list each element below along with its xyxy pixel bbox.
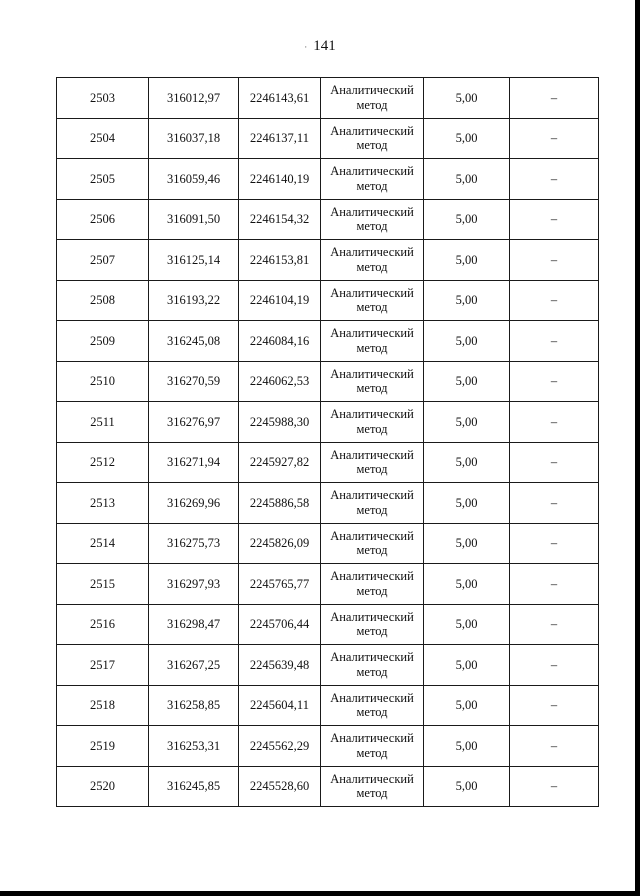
accuracy-cell: 5,00 — [424, 442, 510, 483]
coordinate-y-cell: 2246143,61 — [239, 78, 321, 119]
method-line-1: Аналитический — [330, 285, 414, 300]
method-line-2: метод — [356, 543, 388, 558]
point-number-cell: 2504 — [57, 118, 149, 159]
method-line-1: Аналитический — [330, 609, 414, 624]
page-number — [0, 38, 640, 55]
table-row — [57, 159, 599, 200]
method-line-2: метод — [356, 219, 388, 234]
method-line-1: Аналитический — [330, 123, 414, 138]
point-number-cell: 2514 — [57, 523, 149, 564]
point-number-cell: 2516 — [57, 604, 149, 645]
coordinate-x-cell: 316275,73 — [149, 523, 239, 564]
method-line-1: Аналитический — [330, 528, 414, 543]
table-row — [57, 402, 599, 443]
coordinate-x-cell: 316012,97 — [149, 78, 239, 119]
method-line-2: метод — [356, 138, 388, 153]
coordinate-x-cell: 316125,14 — [149, 240, 239, 281]
method-cell — [321, 199, 424, 240]
note-cell: – — [510, 766, 599, 807]
accuracy-cell: 5,00 — [424, 685, 510, 726]
method-line-1: Аналитический — [330, 771, 414, 786]
table-row — [57, 442, 599, 483]
coordinate-y-cell: 2246137,11 — [239, 118, 321, 159]
accuracy-cell: 5,00 — [424, 280, 510, 321]
note-cell: – — [510, 523, 599, 564]
method-cell — [321, 321, 424, 362]
coordinate-x-cell: 316276,97 — [149, 402, 239, 443]
note-cell: – — [510, 483, 599, 524]
accuracy-cell: 5,00 — [424, 402, 510, 443]
table-row — [57, 118, 599, 159]
table-row — [57, 483, 599, 524]
table-row — [57, 685, 599, 726]
scan-speck: · — [304, 42, 308, 52]
coordinate-x-cell: 316253,31 — [149, 726, 239, 767]
point-number-cell: 2517 — [57, 645, 149, 686]
coordinate-x-cell: 316245,85 — [149, 766, 239, 807]
coordinate-y-cell: 2245639,48 — [239, 645, 321, 686]
method-cell — [321, 361, 424, 402]
point-number-cell: 2508 — [57, 280, 149, 321]
coordinate-x-cell: 316245,08 — [149, 321, 239, 362]
page-number-text: 141 — [313, 38, 336, 54]
method-line-1: Аналитический — [330, 245, 414, 260]
coordinate-x-cell: 316298,47 — [149, 604, 239, 645]
coordinate-y-cell: 2245826,09 — [239, 523, 321, 564]
coordinate-y-cell: 2245528,60 — [239, 766, 321, 807]
note-cell: – — [510, 685, 599, 726]
table-row — [57, 280, 599, 321]
coordinate-x-cell: 316267,25 — [149, 645, 239, 686]
method-line-1: Аналитический — [330, 488, 414, 503]
coordinate-y-cell: 2246154,32 — [239, 199, 321, 240]
coordinate-y-cell: 2246084,16 — [239, 321, 321, 362]
method-line-1: Аналитический — [330, 447, 414, 462]
method-line-1: Аналитический — [330, 731, 414, 746]
point-number-cell: 2515 — [57, 564, 149, 605]
note-cell: – — [510, 78, 599, 119]
method-line-1: Аналитический — [330, 326, 414, 341]
table-row — [57, 523, 599, 564]
method-cell — [321, 523, 424, 564]
coordinate-x-cell: 316059,46 — [149, 159, 239, 200]
coordinate-y-cell: 2245562,29 — [239, 726, 321, 767]
method-cell — [321, 645, 424, 686]
coordinate-x-cell: 316037,18 — [149, 118, 239, 159]
note-cell: – — [510, 159, 599, 200]
method-cell — [321, 402, 424, 443]
point-number-cell: 2503 — [57, 78, 149, 119]
method-cell — [321, 766, 424, 807]
method-cell — [321, 726, 424, 767]
coordinate-y-cell: 2246140,19 — [239, 159, 321, 200]
method-cell — [321, 604, 424, 645]
table-row — [57, 564, 599, 605]
note-cell: – — [510, 199, 599, 240]
accuracy-cell: 5,00 — [424, 564, 510, 605]
method-line-1: Аналитический — [330, 366, 414, 381]
note-cell: – — [510, 118, 599, 159]
table-row — [57, 766, 599, 807]
point-number-cell: 2510 — [57, 361, 149, 402]
method-cell — [321, 78, 424, 119]
scan-border-bottom — [0, 891, 640, 896]
coordinate-x-cell: 316193,22 — [149, 280, 239, 321]
accuracy-cell: 5,00 — [424, 321, 510, 362]
accuracy-cell: 5,00 — [424, 118, 510, 159]
coordinate-y-cell: 2245604,11 — [239, 685, 321, 726]
coordinates-table — [56, 77, 599, 807]
point-number-cell: 2519 — [57, 726, 149, 767]
method-line-2: метод — [356, 664, 388, 679]
note-cell: – — [510, 564, 599, 605]
method-line-1: Аналитический — [330, 204, 414, 219]
method-cell — [321, 442, 424, 483]
note-cell: – — [510, 442, 599, 483]
method-line-2: метод — [356, 300, 388, 315]
method-line-1: Аналитический — [330, 407, 414, 422]
point-number-cell: 2511 — [57, 402, 149, 443]
coordinate-x-cell: 316270,59 — [149, 361, 239, 402]
method-line-2: метод — [356, 745, 388, 760]
note-cell: – — [510, 726, 599, 767]
note-cell: – — [510, 240, 599, 281]
coordinate-y-cell: 2246062,53 — [239, 361, 321, 402]
method-line-2: метод — [356, 583, 388, 598]
point-number-cell: 2509 — [57, 321, 149, 362]
method-line-2: метод — [356, 786, 388, 801]
coordinate-y-cell: 2245886,58 — [239, 483, 321, 524]
table-row — [57, 321, 599, 362]
coordinate-y-cell: 2246104,19 — [239, 280, 321, 321]
coordinate-y-cell: 2245706,44 — [239, 604, 321, 645]
method-line-2: метод — [356, 97, 388, 112]
method-line-2: метод — [356, 340, 388, 355]
note-cell: – — [510, 402, 599, 443]
coordinate-x-cell: 316269,96 — [149, 483, 239, 524]
note-cell: – — [510, 604, 599, 645]
point-number-cell: 2507 — [57, 240, 149, 281]
method-cell — [321, 564, 424, 605]
method-line-2: метод — [356, 178, 388, 193]
table-row — [57, 604, 599, 645]
coordinate-y-cell: 2245765,77 — [239, 564, 321, 605]
method-line-2: метод — [356, 381, 388, 396]
point-number-cell: 2512 — [57, 442, 149, 483]
method-line-2: метод — [356, 462, 388, 477]
note-cell: – — [510, 321, 599, 362]
accuracy-cell: 5,00 — [424, 159, 510, 200]
method-line-1: Аналитический — [330, 83, 414, 98]
coordinate-x-cell: 316271,94 — [149, 442, 239, 483]
table-row — [57, 361, 599, 402]
method-line-2: метод — [356, 624, 388, 639]
coordinate-y-cell: 2246153,81 — [239, 240, 321, 281]
accuracy-cell: 5,00 — [424, 361, 510, 402]
method-line-2: метод — [356, 502, 388, 517]
point-number-cell: 2506 — [57, 199, 149, 240]
accuracy-cell: 5,00 — [424, 199, 510, 240]
coordinate-y-cell: 2245927,82 — [239, 442, 321, 483]
note-cell: – — [510, 361, 599, 402]
method-cell — [321, 483, 424, 524]
coordinate-x-cell: 316297,93 — [149, 564, 239, 605]
method-line-1: Аналитический — [330, 569, 414, 584]
table-row — [57, 78, 599, 119]
point-number-cell: 2513 — [57, 483, 149, 524]
accuracy-cell: 5,00 — [424, 726, 510, 767]
table-row — [57, 645, 599, 686]
accuracy-cell: 5,00 — [424, 78, 510, 119]
accuracy-cell: 5,00 — [424, 604, 510, 645]
note-cell: – — [510, 645, 599, 686]
method-line-2: метод — [356, 259, 388, 274]
table-row — [57, 726, 599, 767]
table-row — [57, 199, 599, 240]
table-row — [57, 240, 599, 281]
scan-border-right — [635, 0, 640, 896]
coordinate-x-cell: 316091,50 — [149, 199, 239, 240]
accuracy-cell: 5,00 — [424, 766, 510, 807]
accuracy-cell: 5,00 — [424, 523, 510, 564]
method-line-1: Аналитический — [330, 690, 414, 705]
method-cell — [321, 159, 424, 200]
method-cell — [321, 240, 424, 281]
point-number-cell: 2520 — [57, 766, 149, 807]
method-cell — [321, 280, 424, 321]
accuracy-cell: 5,00 — [424, 483, 510, 524]
note-cell: – — [510, 280, 599, 321]
method-cell — [321, 685, 424, 726]
method-line-2: метод — [356, 705, 388, 720]
accuracy-cell: 5,00 — [424, 240, 510, 281]
point-number-cell: 2505 — [57, 159, 149, 200]
coordinates-table-body — [57, 78, 599, 807]
accuracy-cell: 5,00 — [424, 645, 510, 686]
method-line-2: метод — [356, 421, 388, 436]
coordinate-y-cell: 2245988,30 — [239, 402, 321, 443]
method-line-1: Аналитический — [330, 164, 414, 179]
point-number-cell: 2518 — [57, 685, 149, 726]
method-line-1: Аналитический — [330, 650, 414, 665]
method-cell — [321, 118, 424, 159]
coordinate-x-cell: 316258,85 — [149, 685, 239, 726]
